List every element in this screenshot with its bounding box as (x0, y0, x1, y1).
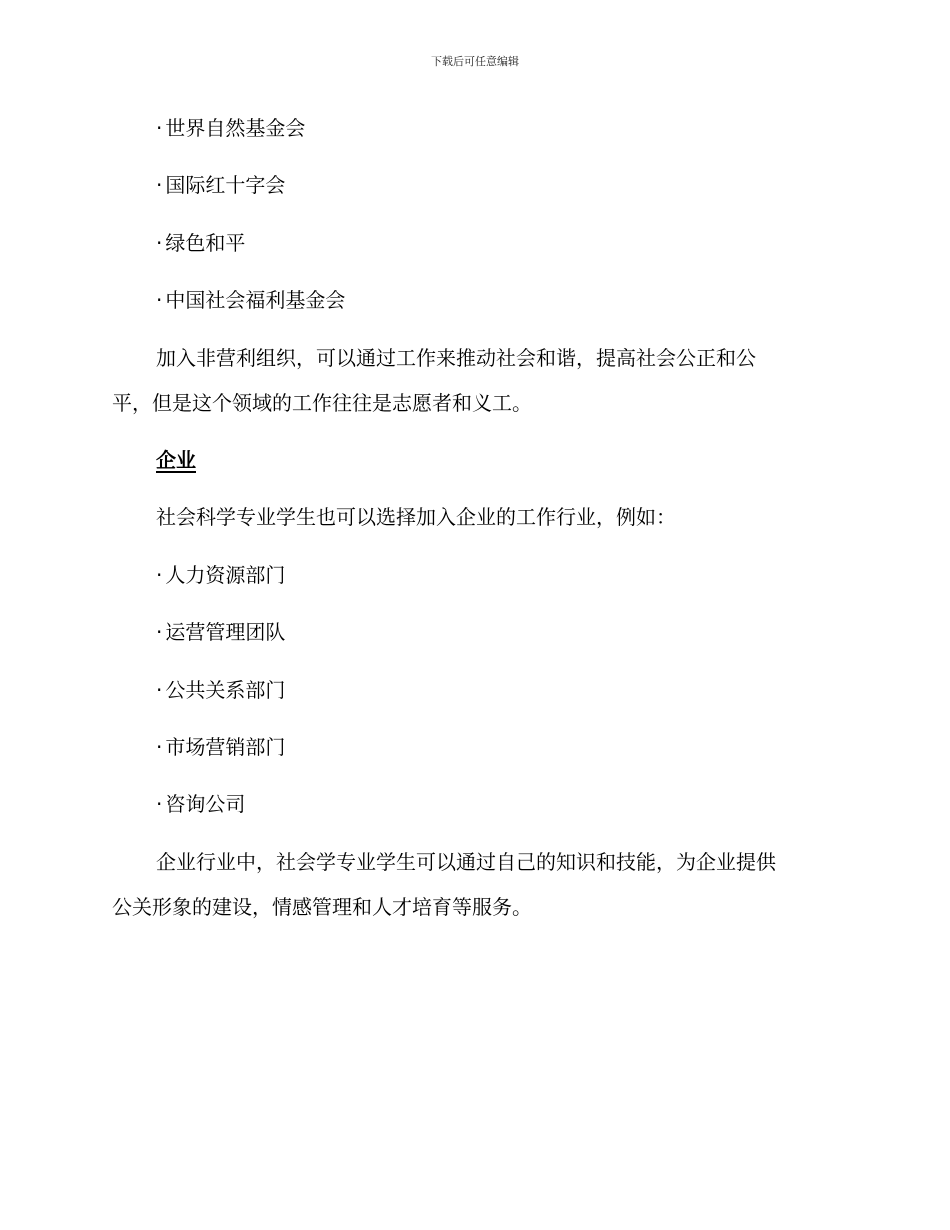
list-item (156, 790, 245, 818)
list-item (156, 733, 285, 761)
bullet-icon: · (156, 231, 163, 255)
list-item-text: 国际红十字会 (165, 173, 286, 197)
bullet-icon: · (156, 678, 163, 702)
bullet-icon: · (156, 173, 163, 197)
list-item (156, 229, 245, 257)
list-item-text: 人力资源部门 (165, 563, 286, 587)
list-item-text: 咨询公司 (165, 792, 246, 816)
bullet-icon: · (156, 620, 163, 644)
paragraph-line: 社会科学专业学生也可以选择加入企业的工作行业，例如： (156, 505, 676, 529)
list-item-text: 市场营销部门 (165, 735, 286, 759)
paragraph-line: 加入非营利组织，可以通过工作来推动社会和谐，提高社会公正和公 (156, 346, 756, 370)
list-item-text: 绿色和平 (165, 231, 246, 255)
paragraph-line: 企业行业中，社会学专业学生可以通过自己的知识和技能，为企业提供 (156, 850, 776, 874)
bullet-icon: · (156, 563, 163, 587)
bullet-icon: · (156, 116, 163, 140)
bullet-icon: · (156, 792, 163, 816)
list-item (156, 676, 285, 704)
page-header: 下载后可任意编辑 (431, 55, 519, 68)
list-item-text: 中国社会福利基金会 (165, 288, 346, 312)
bullet-icon: · (156, 735, 163, 759)
list-item (156, 171, 285, 199)
paragraph-line: 公关形象的建设，情感管理和人才培育等服务。 (112, 895, 532, 919)
section-heading: 企业 (156, 448, 196, 472)
bullet-icon: · (156, 288, 163, 312)
list-item-text: 公共关系部门 (165, 678, 286, 702)
paragraph-line: 平，但是这个领域的工作往往是志愿者和义工。 (112, 391, 532, 415)
list-item-text: 世界自然基金会 (165, 116, 306, 140)
list-item (156, 618, 285, 646)
list-item (156, 114, 305, 142)
list-item-text: 运营管理团队 (165, 620, 286, 644)
list-item (156, 286, 345, 314)
list-item (156, 561, 285, 589)
